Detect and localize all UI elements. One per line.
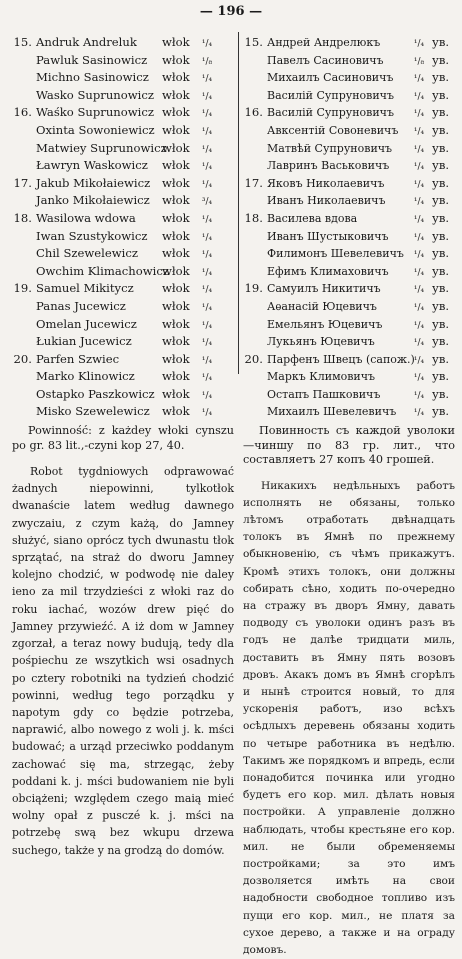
register-name: Ławryn Waskowicz — [36, 158, 148, 173]
register-row — [243, 245, 455, 263]
register-row — [12, 368, 234, 386]
register-name: Иванъ Шустыковичъ — [267, 229, 389, 243]
register-frac: ¹/₄ — [413, 162, 425, 173]
register-row — [12, 263, 234, 281]
register-num: 15. — [244, 35, 263, 49]
register-name: Michno Sasinowicz — [36, 70, 149, 85]
register-row — [12, 280, 234, 298]
register-frac: ¹/₄ — [201, 126, 213, 137]
register-name: Матвѣй Супруновичъ — [267, 141, 393, 155]
register-frac: ¹/₄ — [201, 91, 213, 102]
register-frac: ¹/₄ — [413, 214, 425, 225]
register-frac: ¹/₄ — [413, 126, 425, 137]
register-name: Филимонъ Шевелевичъ — [267, 247, 404, 261]
register-row — [243, 228, 455, 246]
register-name: Marko Klinowicz — [36, 369, 135, 384]
register-frac: ¹/₄ — [201, 320, 213, 331]
register-row — [243, 210, 455, 228]
register-name: Panas Jucewicz — [36, 298, 126, 313]
register-name: Wasilowa wdowa — [36, 210, 136, 225]
register-unit: ув. — [432, 334, 450, 349]
register-row — [12, 34, 234, 52]
register-unit: włok — [162, 351, 190, 366]
register-unit: włok — [162, 175, 190, 190]
register-unit: ув. — [432, 351, 450, 366]
register-row — [12, 316, 234, 334]
register-frac: ¹/₄ — [201, 408, 213, 419]
register-frac: ¹/₄ — [413, 74, 425, 85]
register-row — [243, 140, 455, 158]
polish-paragraph: Robot tygdniowych odprawować żadnych niepowinni, tylkotłok dwanaście latem według dawnego zwyczaiu, z czym każą, do Jamney służyć, siano oprócz tych dwunastu tłok sprzątać, na straż do dworu Jamney kolejno chodzić, w podwodę nie daley ieno za mil trzydzieści z włoki raz do roku iachać, wozów drew pięć do Jamney przywieźć. A iż dom w Jamney zgorzał, a teraz nowy budują, tedy dla pośpiechu ze wszytkich wsi osadnych po cztery robotniki na tydzień chodzić powinni, według tego porządku y napotym gdy co będzie potrzeba, naprawić, albo nowego z woli j. k. mści budować; a urząd przeciwko poddanym zachować się ma, strzegąc, żeby poddani k. j. mści budowaniem nie byli obciążeni; względem czego maią mieć wolny opał z pusczé k. j. mści na potrzebę swą bez wkupu drzewa suchego, także y na grodzą do domów. — [12, 465, 234, 857]
russian-register — [243, 34, 455, 421]
register-row — [243, 280, 455, 298]
page-number: — 196 — — [199, 4, 263, 19]
register-num: 20. — [244, 351, 263, 366]
register-unit: ув. — [432, 87, 450, 102]
register-row — [243, 157, 455, 175]
register-num: 18. — [13, 210, 32, 225]
register-frac: ¹/₄ — [201, 267, 213, 278]
register-unit: włok — [162, 158, 190, 173]
register-name: Parfen Szwiec — [36, 351, 120, 366]
register-unit: ув. — [432, 246, 450, 261]
register-frac: ¹/₄ — [413, 39, 425, 49]
register-unit: ув. — [432, 210, 450, 225]
register-frac: ¹/₄ — [201, 338, 213, 349]
register-name: Oxinta Sowoniewicz — [36, 122, 155, 137]
polish-duty-note: Powinność: z każdey włoki cynszu po gr. 83 lit.,-czyni kop 27, 40. — [12, 424, 234, 452]
register-frac: ¹/₄ — [413, 285, 425, 296]
register-name: Лавринъ Васьковичъ — [267, 159, 390, 173]
register-frac: ¹/₄ — [201, 162, 213, 173]
register-name: Iwan Szustykowicz — [36, 228, 148, 243]
register-name: Аѳанасій Юцевичъ — [267, 299, 377, 313]
register-frac: ¹/₄ — [201, 285, 213, 296]
register-name: Василій Супруновичъ — [267, 106, 394, 120]
russian-paragraph: Никакихъ недѣльныхъ работъ исполнять не обязаны, только лѣтомъ отработать двѣнадцать толокъ въ Ямнѣ по прежнему обыкновенію, съ чѣмъ прикажутъ. Кромѣ этихъ толокъ, они должны собирать сѣно, ходить по-очередно на стражу въ дворъ Ямну, давать подводу съ уволоки одинъ разъ въ годъ не далѣе тридцати миль, доставить въ Ямну пять возовъ дровъ. Акакъ домъ въ Ямнѣ сгорѣлъ и нынѣ строится новый, то для ускоренія работъ, изо всѣхъ осѣдлыхъ деревень обязаны ходить по четыре работника въ недѣлю. Такимъ же порядкомъ и впредь, если понадобится починка или угодно будетъ его кор. мил. дѣлать новыя постройки. А управленіе должно наблюдать, чтобы крестьяне его кор. мил. не были обременяемы постройками; за это имъ дозволяется имѣть на свои надобности свободное топливо изъ пущи его кор. мил., не платя за сухое дерево, а также и на ограду домовъ. — [243, 479, 455, 957]
register-frac: ¹/₄ — [201, 302, 213, 313]
register-unit: włok — [162, 334, 190, 349]
register-name: Omelan Jucewicz — [36, 316, 137, 331]
register-unit: ув. — [432, 263, 450, 278]
register-row — [12, 175, 234, 193]
register-frac: ¹/₈ — [413, 56, 425, 67]
register-row — [12, 52, 234, 70]
register-name: Wasko Suprunowicz — [36, 87, 154, 102]
register-unit: ув. — [432, 298, 450, 313]
register-name: Остапъ Пашковичъ — [267, 387, 381, 401]
register-frac: ¹/₄ — [201, 390, 213, 401]
register-frac: ¹/₄ — [413, 144, 425, 155]
register-frac: ¹/₄ — [201, 179, 213, 190]
register-unit: włok — [162, 105, 190, 120]
register-unit: ув. — [432, 175, 450, 190]
register-frac: ¹/₄ — [413, 320, 425, 331]
register-row — [243, 104, 455, 122]
register-frac: ¹/₄ — [413, 232, 425, 243]
register-unit: włok — [162, 87, 190, 102]
polish-register — [12, 34, 234, 421]
register-unit: włok — [162, 281, 190, 296]
register-row — [12, 386, 234, 404]
register-name: Waśko Suprunowicz — [36, 105, 154, 120]
register-frac: ¹/₄ — [201, 250, 213, 261]
register-name: Михаилъ Шевелевичъ — [267, 405, 397, 419]
register-unit: włok — [162, 70, 190, 85]
register-num: 16. — [244, 105, 263, 120]
register-row — [12, 333, 234, 351]
register-name: Андрей Андрелюкъ — [267, 36, 381, 49]
register-frac: ¹/₄ — [413, 355, 425, 366]
register-unit: ув. — [432, 386, 450, 401]
register-name: Емельянъ Юцевичъ — [267, 317, 383, 331]
register-row — [12, 140, 234, 158]
register-name: Ostapko Paszkowicz — [36, 386, 155, 401]
register-row — [12, 245, 234, 263]
register-row — [12, 122, 234, 140]
register-row — [12, 192, 234, 210]
register-row — [243, 69, 455, 87]
register-unit: włok — [162, 263, 190, 278]
register-unit: włok — [162, 52, 190, 67]
register-row — [12, 351, 234, 369]
register-row — [12, 298, 234, 316]
register-name: Парфенъ Швецъ (сапож.) — [267, 352, 415, 366]
register-name: Василій Супруновичъ — [267, 88, 394, 102]
register-name: Павелъ Сасиновичъ — [267, 53, 384, 67]
register-row — [243, 175, 455, 193]
register-row — [243, 351, 455, 369]
register-unit: włok — [162, 140, 190, 155]
register-frac: ¹/₄ — [413, 338, 425, 349]
register-unit: włok — [162, 298, 190, 313]
register-frac: ¹/₄ — [413, 373, 425, 384]
register-unit: włok — [162, 316, 190, 331]
register-name: Pawluk Sasinowicz — [36, 52, 148, 67]
register-frac: ¹/₄ — [413, 302, 425, 313]
register-name: Михаилъ Сасиновичъ — [267, 71, 394, 85]
polish-column — [12, 34, 234, 859]
register-name: Łukian Jucewicz — [36, 334, 132, 349]
register-unit: włok — [162, 35, 190, 49]
register-frac: ¹/₄ — [413, 197, 425, 208]
register-frac: ¹/₄ — [201, 214, 213, 225]
register-row — [12, 104, 234, 122]
register-row — [243, 333, 455, 351]
register-row — [12, 403, 234, 421]
register-num: 17. — [244, 175, 263, 190]
russian-duty-note: Повинность съ каждой уволоки—чиншу по 83 гр. лит., что составляетъ 27 копъ 40 грошей. — [243, 424, 455, 467]
register-name: Misko Szewelewicz — [36, 404, 150, 419]
register-frac: ¹/₄ — [413, 390, 425, 401]
register-row — [243, 263, 455, 281]
register-row — [243, 87, 455, 105]
register-row — [12, 69, 234, 87]
register-name: Janko Mikołaiewicz — [36, 193, 150, 208]
register-row — [243, 298, 455, 316]
register-unit: ув. — [432, 158, 450, 173]
register-name: Andruk Andreluk — [36, 35, 137, 49]
register-unit: włok — [162, 386, 190, 401]
register-name: Matwiey Suprunowicz — [36, 140, 167, 155]
register-frac: ¹/₈ — [201, 56, 213, 67]
register-frac: ¹/₄ — [201, 74, 213, 85]
register-unit: ув. — [432, 35, 450, 49]
register-frac: ¹/₄ — [201, 373, 213, 384]
register-num: 15. — [13, 35, 32, 49]
register-unit: ув. — [432, 70, 450, 85]
register-frac: ³/₄ — [201, 197, 213, 208]
register-num: 20. — [13, 351, 32, 366]
register-row — [12, 228, 234, 246]
register-unit: ув. — [432, 52, 450, 67]
register-unit: ув. — [432, 281, 450, 296]
register-name: Owchim Klimachowicz — [36, 263, 169, 278]
register-num: 17. — [13, 175, 32, 190]
register-frac: ¹/₄ — [201, 144, 213, 155]
register-unit: włok — [162, 122, 190, 137]
register-unit: ув. — [432, 122, 450, 137]
column-divider — [238, 32, 239, 374]
register-frac: ¹/₄ — [201, 232, 213, 243]
register-name: Иванъ Николаевичъ — [267, 194, 386, 208]
register-row — [243, 316, 455, 334]
register-row — [12, 157, 234, 175]
register-unit: włok — [162, 193, 190, 208]
register-name: Яковъ Николаевичъ — [267, 176, 385, 190]
register-row — [243, 192, 455, 210]
register-row — [243, 386, 455, 404]
register-row — [12, 210, 234, 228]
register-unit: ув. — [432, 228, 450, 243]
register-name: Samuel Mikitycz — [36, 281, 134, 296]
register-name: Самуилъ Никитичъ — [267, 282, 381, 296]
register-row — [243, 52, 455, 70]
register-frac: ¹/₄ — [413, 179, 425, 190]
register-unit: włok — [162, 228, 190, 243]
register-name: Авксентій Совоневичъ — [267, 123, 399, 137]
register-unit: ув. — [432, 369, 450, 384]
register-row — [243, 368, 455, 386]
register-num: 18. — [244, 210, 263, 225]
register-unit: włok — [162, 210, 190, 225]
register-unit: włok — [162, 404, 190, 419]
russian-column — [243, 34, 455, 959]
register-name: Маркъ Климовичъ — [267, 370, 376, 384]
register-frac: ¹/₄ — [413, 91, 425, 102]
register-unit: ув. — [432, 193, 450, 208]
register-num: 19. — [244, 281, 263, 296]
register-frac: ¹/₄ — [413, 109, 425, 120]
register-unit: ув. — [432, 105, 450, 120]
register-num: 16. — [13, 105, 32, 120]
register-frac: ¹/₄ — [201, 109, 213, 120]
register-row — [243, 403, 455, 421]
register-frac: ¹/₄ — [413, 250, 425, 261]
register-frac: ¹/₄ — [201, 39, 213, 49]
register-name: Лукьянъ Юцевичъ — [267, 335, 375, 349]
register-name: Василева вдова — [267, 211, 358, 225]
register-name: Ефимъ Климаховичъ — [267, 264, 389, 278]
register-name: Jakub Mikołaiewicz — [36, 175, 151, 190]
register-frac: ¹/₄ — [413, 408, 425, 419]
register-unit: ув. — [432, 316, 450, 331]
register-row — [243, 122, 455, 140]
register-unit: włok — [162, 246, 190, 261]
register-unit: ув. — [432, 140, 450, 155]
register-frac: ¹/₄ — [201, 355, 213, 366]
register-row — [12, 87, 234, 105]
register-num: 19. — [13, 281, 32, 296]
register-frac: ¹/₄ — [413, 267, 425, 278]
register-row — [243, 34, 455, 52]
register-unit: ув. — [432, 404, 450, 419]
register-name: Chil Szewelewicz — [36, 246, 138, 261]
register-unit: włok — [162, 369, 190, 384]
